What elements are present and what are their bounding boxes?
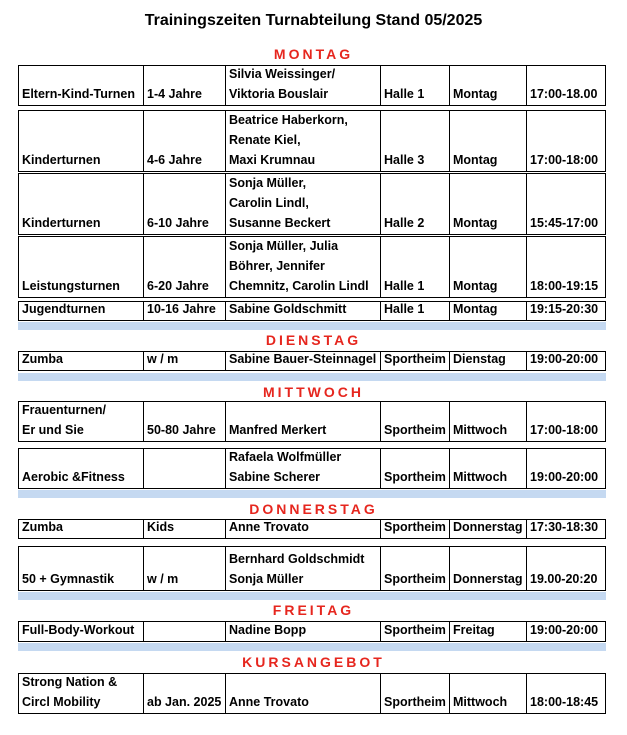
trainer-cell-line: Anne Trovato (229, 520, 309, 534)
hall-cell-text: Sportheim (384, 623, 446, 637)
day-heading: KURSANGEBOT (242, 654, 385, 670)
day-heading: DONNERSTAG (249, 501, 378, 517)
weekday-cell (449, 352, 526, 370)
trainer-cell-line: Renate Kiel, (229, 133, 301, 147)
weekday-cell-text: Mittwoch (453, 695, 508, 709)
age-cell (143, 547, 225, 590)
age-cell-text: w / m (147, 352, 179, 366)
age-cell (143, 174, 225, 234)
trainer-cell (225, 237, 380, 297)
table-row (18, 448, 606, 489)
hall-cell-text: Halle 1 (384, 279, 425, 293)
trainer-cell (225, 547, 380, 590)
table-row (18, 519, 606, 539)
table-row (18, 236, 606, 298)
group-cell (19, 622, 143, 641)
weekday-cell-text: Montag (453, 216, 498, 230)
hall-cell-text: Sportheim (384, 423, 446, 437)
group-cell (19, 174, 143, 234)
age-cell (143, 520, 225, 538)
weekday-cell-text: Donnerstag (453, 520, 523, 534)
age-cell (143, 66, 225, 105)
time-cell (526, 66, 607, 105)
age-cell (143, 111, 225, 171)
weekday-cell (449, 449, 526, 488)
day-heading: MITTWOCH (263, 384, 364, 400)
group-cell (19, 111, 143, 171)
table-row (18, 351, 606, 371)
group-cell (19, 520, 143, 538)
trainer-cell (225, 674, 380, 713)
hall-cell (380, 449, 449, 488)
trainer-cell (225, 520, 380, 538)
trainer-cell-line: Beatrice Haberkorn, (229, 113, 348, 127)
trainer-cell-line: Manfred Merkert (229, 423, 327, 437)
trainer-cell-line: Nadine Bopp (229, 623, 307, 637)
trainer-cell-line: Sonja Müller, (229, 176, 307, 190)
trainer-cell (225, 174, 380, 234)
trainer-cell-line: Maxi Krumnau (229, 153, 316, 167)
page-title: Trainingszeiten Turnabteilung Stand 05/2025 (144, 12, 483, 29)
group-cell (19, 302, 143, 320)
time-cell-text: 18:00-18:45 (530, 695, 599, 709)
time-cell (526, 622, 607, 641)
trainer-cell-line: Rafaela Wolfmüller (229, 450, 342, 464)
hall-cell (380, 352, 449, 370)
group-cell-line: Frauenturnen/ (22, 403, 107, 417)
trainer-cell-line: Silvia Weissinger/ (229, 67, 336, 81)
group-cell (19, 237, 143, 297)
weekday-cell (449, 237, 526, 297)
trainer-cell-line: Sabine Goldschmitt (229, 302, 347, 316)
trainer-cell (225, 352, 380, 370)
time-cell (526, 449, 607, 488)
group-cell-line: Leistungsturnen (22, 279, 120, 293)
table-row (18, 621, 606, 642)
trainer-cell-line: Susanne Beckert (229, 216, 331, 230)
group-cell-line: Kinderturnen (22, 216, 101, 230)
hall-cell (380, 237, 449, 297)
day-heading: FREITAG (272, 602, 355, 618)
time-cell-text: 19:00-20:00 (530, 470, 599, 484)
age-cell-text: w / m (147, 572, 179, 586)
weekday-cell (449, 402, 526, 441)
group-cell (19, 66, 143, 105)
hall-cell (380, 674, 449, 713)
hall-cell-text: Sportheim (384, 520, 446, 534)
weekday-cell-text: Freitag (453, 623, 495, 637)
time-cell-text: 17:00-18:00 (530, 423, 599, 437)
age-cell (143, 622, 225, 641)
time-cell-text: 18:00-19:15 (530, 279, 599, 293)
trainer-cell-line: Chemnitz, Carolin Lindl (229, 279, 369, 293)
weekday-cell-text: Dienstag (453, 352, 506, 366)
time-cell-text: 19.00-20:20 (530, 572, 598, 586)
weekday-cell-text: Montag (453, 153, 498, 167)
time-cell (526, 111, 607, 171)
group-cell-line: Jugendturnen (22, 302, 106, 316)
hall-cell (380, 520, 449, 538)
hall-cell (380, 402, 449, 441)
age-cell-text: 10-16 Jahre (147, 302, 216, 316)
hall-cell-text: Halle 2 (384, 216, 425, 230)
weekday-cell-text: Montag (453, 279, 498, 293)
weekday-cell (449, 547, 526, 590)
section-separator (18, 643, 606, 651)
age-cell (143, 237, 225, 297)
hall-cell (380, 66, 449, 105)
age-cell-text: ab Jan. 2025 (147, 695, 222, 709)
trainer-cell-line: Sabine Bauer-Steinnagel (229, 352, 377, 366)
hall-cell-text: Sportheim (384, 572, 446, 586)
hall-cell-text: Halle 1 (384, 87, 425, 101)
hall-cell-text: Sportheim (384, 695, 446, 709)
hall-cell-text: Sportheim (384, 352, 446, 366)
time-cell-text: 17:00-18:00 (530, 153, 599, 167)
hall-cell (380, 547, 449, 590)
weekday-cell (449, 174, 526, 234)
age-cell-text: 6-20 Jahre (147, 279, 209, 293)
table-row (18, 401, 606, 442)
time-cell-text: 19:15-20:30 (530, 302, 599, 316)
trainer-cell (225, 302, 380, 320)
group-cell-line: Full-Body-Workout (22, 623, 135, 637)
table-row (18, 173, 606, 235)
hall-cell-text: Halle 3 (384, 153, 425, 167)
section-separator (18, 592, 606, 600)
group-cell-line: Zumba (22, 352, 63, 366)
time-cell-text: 19:00-20:00 (530, 623, 599, 637)
table-row (18, 546, 606, 591)
time-cell-text: 17:30-18:30 (530, 520, 599, 534)
trainer-cell-line: Bernhard Goldschmidt (229, 552, 365, 566)
group-cell (19, 674, 143, 713)
age-cell (143, 449, 225, 488)
table-row (18, 301, 606, 321)
time-cell (526, 520, 607, 538)
hall-cell (380, 622, 449, 641)
weekday-cell-text: Mittwoch (453, 423, 508, 437)
weekday-cell (449, 66, 526, 105)
section-separator (18, 373, 606, 381)
age-cell (143, 402, 225, 441)
age-cell (143, 302, 225, 320)
trainer-cell-line: Böhrer, Jennifer (229, 259, 325, 273)
time-cell-text: 15:45-17:00 (530, 216, 599, 230)
table-row (18, 65, 606, 106)
weekday-cell (449, 674, 526, 713)
group-cell-line: Strong Nation & (22, 675, 118, 689)
age-cell-text: 4-6 Jahre (147, 153, 202, 167)
hall-cell (380, 111, 449, 171)
group-cell-line: Eltern-Kind-Turnen (22, 87, 135, 101)
hall-cell-text: Sportheim (384, 470, 446, 484)
time-cell (526, 237, 607, 297)
age-cell (143, 352, 225, 370)
section-separator (18, 490, 606, 498)
age-cell-text: 6-10 Jahre (147, 216, 209, 230)
trainer-cell (225, 622, 380, 641)
group-cell-line: Circl Mobility (22, 695, 101, 709)
age-cell-text: 1-4 Jahre (147, 87, 202, 101)
weekday-cell (449, 622, 526, 641)
group-cell-line: Kinderturnen (22, 153, 101, 167)
age-cell-text: 50-80 Jahre (147, 423, 216, 437)
trainer-cell (225, 402, 380, 441)
trainer-cell (225, 111, 380, 171)
table-row (18, 673, 606, 714)
day-heading: MONTAG (273, 46, 354, 62)
age-cell (143, 674, 225, 713)
group-cell (19, 402, 143, 441)
trainer-cell (225, 449, 380, 488)
time-cell-text: 17:00-18.00 (530, 87, 598, 101)
trainer-cell-line: Sonja Müller (229, 572, 304, 586)
trainer-cell-line: Viktoria Bouslair (229, 87, 329, 101)
time-cell (526, 174, 607, 234)
time-cell (526, 302, 607, 320)
weekday-cell (449, 520, 526, 538)
table-row (18, 110, 606, 172)
hall-cell-text: Halle 1 (384, 302, 425, 316)
trainer-cell (225, 66, 380, 105)
day-heading: DIENSTAG (265, 332, 362, 348)
trainer-cell-line: Anne Trovato (229, 695, 309, 709)
group-cell-line: Zumba (22, 520, 63, 534)
time-cell (526, 352, 607, 370)
group-cell-line: Aerobic &Fitness (22, 470, 125, 484)
time-cell-text: 19:00-20:00 (530, 352, 599, 366)
group-cell-line: 50 + Gymnastik (22, 572, 115, 586)
time-cell (526, 547, 607, 590)
section-separator (18, 322, 606, 330)
time-cell (526, 402, 607, 441)
group-cell (19, 352, 143, 370)
weekday-cell (449, 111, 526, 171)
trainer-cell-line: Sonja Müller, Julia (229, 239, 339, 253)
hall-cell (380, 302, 449, 320)
group-cell (19, 547, 143, 590)
hall-cell (380, 174, 449, 234)
weekday-cell (449, 302, 526, 320)
age-cell-text: Kids (147, 520, 175, 534)
group-cell-line: Er und Sie (22, 423, 84, 437)
trainer-cell-line: Sabine Scherer (229, 470, 321, 484)
trainer-cell-line: Carolin Lindl, (229, 196, 309, 210)
group-cell (19, 449, 143, 488)
weekday-cell-text: Donnerstag (453, 572, 523, 586)
weekday-cell-text: Montag (453, 302, 498, 316)
weekday-cell-text: Mittwoch (453, 470, 508, 484)
time-cell (526, 674, 607, 713)
weekday-cell-text: Montag (453, 87, 498, 101)
